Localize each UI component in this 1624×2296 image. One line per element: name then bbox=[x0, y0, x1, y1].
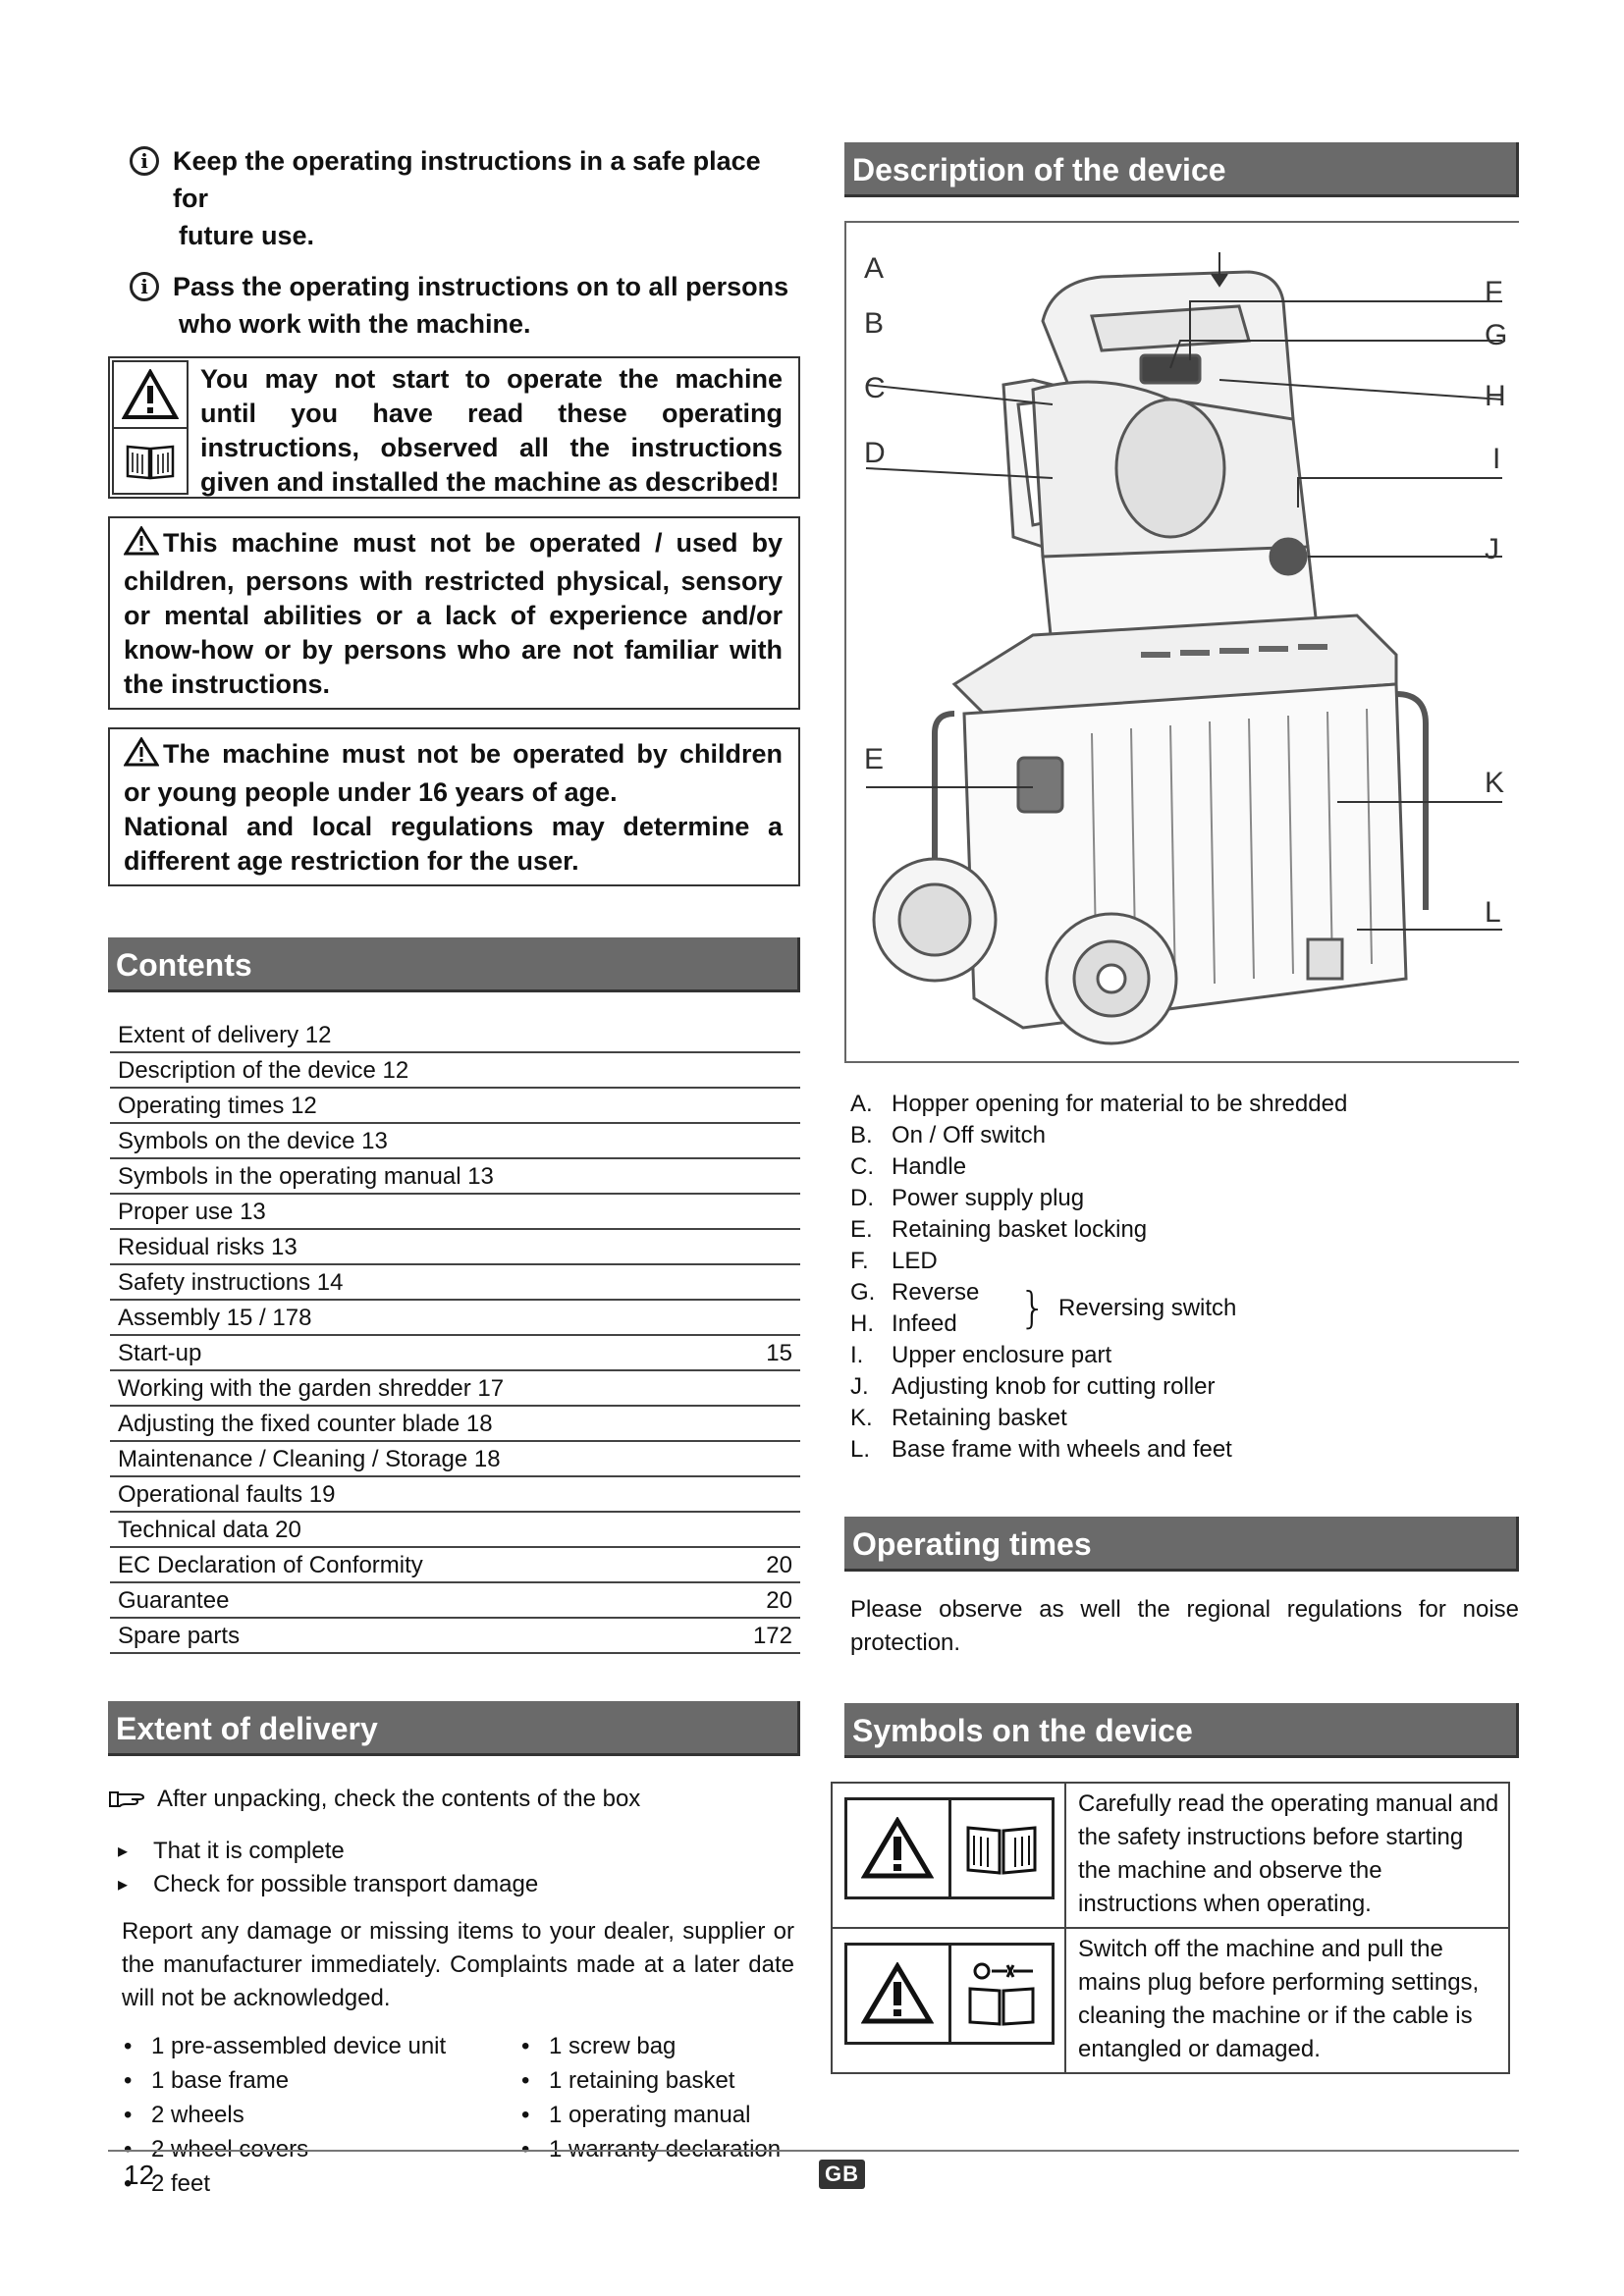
figure-label: F bbox=[1485, 276, 1503, 308]
contents-row-page: 15 bbox=[766, 1340, 792, 1366]
part-letter: C. bbox=[850, 1153, 874, 1180]
contents-row-label: Proper use 13 bbox=[118, 1199, 266, 1225]
contents-row bbox=[110, 1089, 800, 1124]
info-note-safe-place bbox=[108, 142, 800, 254]
figure-label: G bbox=[1485, 319, 1508, 351]
list-item: ▸ Check for possible transport damage bbox=[108, 1868, 800, 1901]
contents-row bbox=[110, 1301, 800, 1336]
part-row bbox=[844, 1214, 1519, 1246]
contents-row-label: Technical data 20 bbox=[118, 1517, 301, 1543]
part-row bbox=[844, 1183, 1519, 1214]
extent-report-text: Report any damage or missing items to your dealer, supplier or the manufacturer immediately. Complaints made at a later date will not be acknowledged. bbox=[122, 1918, 794, 2011]
contents-row bbox=[110, 1442, 800, 1477]
extent-hint-text: After unpacking, check the contents of the box bbox=[157, 1786, 641, 1812]
contents-heading: Contents bbox=[108, 937, 800, 992]
warning-read-manual-text: You may not start to operate the machine until you have read these operating instructions, observed all the instructions given and installed the machine as described! bbox=[200, 364, 783, 497]
contents-row-label: Working with the garden shredder 17 bbox=[118, 1375, 505, 1402]
contents-row-page: 20 bbox=[766, 1587, 792, 1614]
part-row bbox=[844, 1308, 1519, 1340]
warning-age-line2: National and local regulations may determine a different age restriction for the user. bbox=[124, 812, 783, 876]
figure-label: A bbox=[864, 252, 885, 285]
warning-children-text bbox=[124, 526, 783, 702]
info-icon: i bbox=[130, 146, 159, 176]
delivery-item: • 1 retaining basket bbox=[506, 2063, 790, 2098]
figure-label: E bbox=[864, 743, 885, 775]
contents-row-label: Symbols in the operating manual 13 bbox=[118, 1163, 494, 1190]
contents-row bbox=[110, 1619, 800, 1654]
delivery-item: • 1 screw bag bbox=[506, 2029, 790, 2063]
part-row bbox=[844, 1403, 1519, 1434]
part-text: Handle bbox=[892, 1153, 967, 1180]
warning-triangle-icon bbox=[114, 362, 187, 427]
contents-row bbox=[110, 1195, 800, 1230]
book-icon bbox=[114, 427, 187, 494]
basket-lock-shape bbox=[1018, 758, 1062, 812]
warning-triangle-icon bbox=[844, 1943, 951, 2045]
reversing-switch-label: Reversing switch bbox=[1058, 1295, 1237, 1321]
symbols-heading: Symbols on the device bbox=[844, 1703, 1519, 1758]
contents-row-label: Assembly 15 / 178 bbox=[118, 1305, 312, 1331]
contents-row-label: Adjusting the fixed counter blade 18 bbox=[118, 1411, 493, 1437]
part-row bbox=[844, 1340, 1519, 1371]
part-text: Hopper opening for material to be shredded bbox=[892, 1091, 1348, 1117]
part-row bbox=[844, 1434, 1519, 1466]
delivery-item: • 1 base frame bbox=[108, 2063, 506, 2098]
contents-row-page: 20 bbox=[766, 1552, 792, 1578]
part-letter: B. bbox=[850, 1122, 873, 1148]
contents-row-label: Guarantee bbox=[118, 1587, 230, 1614]
part-text: Adjusting knob for cutting roller bbox=[892, 1373, 1216, 1400]
contents-row-label: Operating times 12 bbox=[118, 1093, 317, 1119]
figure-label: D bbox=[864, 437, 886, 469]
operating-heading: Operating times bbox=[844, 1517, 1519, 1572]
delivery-item: • 1 operating manual bbox=[506, 2098, 790, 2132]
contents-row bbox=[110, 1548, 800, 1583]
warning-icon-stack bbox=[112, 360, 189, 495]
part-text: Upper enclosure part bbox=[892, 1342, 1112, 1368]
figure-label: L bbox=[1485, 896, 1501, 929]
contents-row-page: 172 bbox=[752, 1623, 792, 1649]
contents-row bbox=[110, 1053, 800, 1089]
part-letter: D. bbox=[850, 1185, 874, 1211]
language-badge: GB bbox=[819, 2160, 865, 2189]
warning-read-manual-box bbox=[108, 356, 800, 499]
part-row bbox=[844, 1151, 1519, 1183]
symbols-table bbox=[831, 1782, 1510, 2074]
part-text: Base frame with wheels and feet bbox=[892, 1436, 1232, 1463]
contents-row bbox=[110, 1018, 800, 1053]
figure-label: H bbox=[1485, 380, 1506, 412]
delivery-item: • 2 wheels bbox=[108, 2098, 506, 2132]
part-row bbox=[844, 1120, 1519, 1151]
warning-triangle-icon bbox=[844, 1797, 951, 1899]
note-text bbox=[173, 268, 800, 343]
info-note-pass-on bbox=[108, 268, 800, 343]
contents-row-label: Extent of delivery 12 bbox=[118, 1022, 332, 1048]
contents-row-label: Description of the device 12 bbox=[118, 1057, 409, 1084]
part-text: Power supply plug bbox=[892, 1185, 1085, 1211]
part-letter: H. bbox=[850, 1310, 874, 1337]
warning-children-body: This machine must not be operated / used by children, persons with restricted physical, sensory or mental abilities or a lack of experience and/or know-how or by persons who are not familiar with the instructions. bbox=[124, 528, 783, 699]
warning-triangle-icon bbox=[124, 526, 159, 564]
symbol-row bbox=[833, 1784, 1508, 1927]
warning-children-box bbox=[108, 516, 800, 710]
part-text: LED bbox=[892, 1248, 938, 1274]
warning-age-box bbox=[108, 727, 800, 886]
operating-text: Please observe as well the regional regulations for noise protection. bbox=[850, 1596, 1519, 1656]
part-text: Reverse bbox=[892, 1279, 980, 1306]
note-line: who work with the machine. bbox=[179, 309, 531, 339]
right-column bbox=[844, 142, 1519, 2074]
contents-row bbox=[110, 1513, 800, 1548]
contents-row bbox=[110, 1336, 800, 1371]
footer-divider bbox=[108, 2150, 1519, 2152]
part-row bbox=[844, 1246, 1519, 1277]
info-icon: i bbox=[130, 272, 159, 301]
part-letter: F. bbox=[850, 1248, 869, 1274]
part-letter: I. bbox=[850, 1342, 864, 1368]
part-row bbox=[844, 1089, 1519, 1120]
figure-label: J bbox=[1485, 533, 1499, 565]
contents-row-label: Operational faults 19 bbox=[118, 1481, 336, 1508]
contents-row bbox=[110, 1583, 800, 1619]
contents-row bbox=[110, 1371, 800, 1407]
extent-heading: Extent of delivery bbox=[108, 1701, 800, 1756]
symbol-text: Carefully read the operating manual and the safety instructions before starting the machine and observe the instructions when operating. bbox=[1078, 1790, 1499, 1917]
device-illustration bbox=[844, 221, 1519, 1063]
part-text: On / Off switch bbox=[892, 1122, 1046, 1148]
contents-row-label: Safety instructions 14 bbox=[118, 1269, 344, 1296]
part-letter: L. bbox=[850, 1436, 871, 1463]
note-text bbox=[173, 142, 800, 254]
symbol-row bbox=[833, 1927, 1508, 2072]
description-heading: Description of the device bbox=[844, 142, 1519, 197]
delivery-item: • 1 pre-assembled device unit bbox=[108, 2029, 506, 2063]
figure-label: K bbox=[1485, 767, 1505, 799]
contents-row-label: Maintenance / Cleaning / Storage 18 bbox=[118, 1446, 501, 1472]
extent-check-list bbox=[108, 1835, 800, 1901]
delivery-item: • 2 wheel covers bbox=[108, 2132, 506, 2166]
left-column bbox=[108, 142, 800, 2201]
contents-row bbox=[110, 1407, 800, 1442]
contents-row bbox=[110, 1124, 800, 1159]
part-text: Retaining basket bbox=[892, 1405, 1067, 1431]
part-letter: J. bbox=[850, 1373, 869, 1400]
knob-shape bbox=[1271, 539, 1306, 574]
page-number: 12 bbox=[124, 2160, 155, 2190]
pointing-hand-icon bbox=[108, 1789, 147, 1810]
part-text: Infeed bbox=[892, 1310, 957, 1337]
contents-row bbox=[110, 1265, 800, 1301]
contents-row bbox=[110, 1230, 800, 1265]
note-line: future use. bbox=[179, 221, 315, 250]
part-letter: A. bbox=[850, 1091, 873, 1117]
parts-list bbox=[844, 1089, 1519, 1466]
note-line: Keep the operating instructions in a safe place for bbox=[173, 146, 761, 213]
contents-row-label: Spare parts bbox=[118, 1623, 241, 1649]
note-line: Pass the operating instructions on to all persons bbox=[173, 272, 789, 301]
figure-label: I bbox=[1492, 443, 1501, 475]
list-item: ▸ That it is complete bbox=[108, 1835, 800, 1868]
warning-age-line1: The machine must not be operated by children or young people under 16 years of age. bbox=[124, 739, 783, 807]
delivery-item: • 1 warranty declaration bbox=[506, 2132, 790, 2166]
contents-row-label: Residual risks 13 bbox=[118, 1234, 298, 1260]
symbol-text: Switch off the machine and pull the mains plug before performing settings, cleaning the machine or if the cable is entangled or damaged. bbox=[1078, 1936, 1480, 2062]
symbol-icons bbox=[833, 1784, 1066, 1927]
part-row bbox=[844, 1371, 1519, 1403]
contents-row-label: Symbols on the device 13 bbox=[118, 1128, 388, 1154]
garden-shredder-drawing bbox=[846, 223, 1521, 1065]
contents-row bbox=[110, 1159, 800, 1195]
part-letter: G. bbox=[850, 1279, 876, 1306]
delivery-items-list bbox=[108, 2029, 800, 2201]
warning-triangle-icon bbox=[124, 737, 159, 775]
part-letter: K. bbox=[850, 1405, 873, 1431]
part-text: Retaining basket locking bbox=[892, 1216, 1148, 1243]
unplug-manual-icon bbox=[951, 1943, 1056, 2045]
symbol-icons bbox=[833, 1929, 1066, 2072]
part-letter: E. bbox=[850, 1216, 873, 1243]
contents-row bbox=[110, 1477, 800, 1513]
figure-label: C bbox=[864, 372, 886, 404]
brace-symbol: } bbox=[1019, 1283, 1047, 1333]
contents-row-label: EC Declaration of Conformity bbox=[118, 1552, 423, 1578]
book-icon bbox=[951, 1797, 1056, 1899]
figure-label: B bbox=[864, 307, 885, 340]
delivery-item: • 2 feet bbox=[108, 2166, 506, 2201]
warning-age-text bbox=[124, 737, 783, 879]
contents-row-label: Start-up bbox=[118, 1340, 202, 1366]
extent-hint bbox=[108, 1786, 800, 1813]
contents-list bbox=[108, 1018, 800, 1654]
